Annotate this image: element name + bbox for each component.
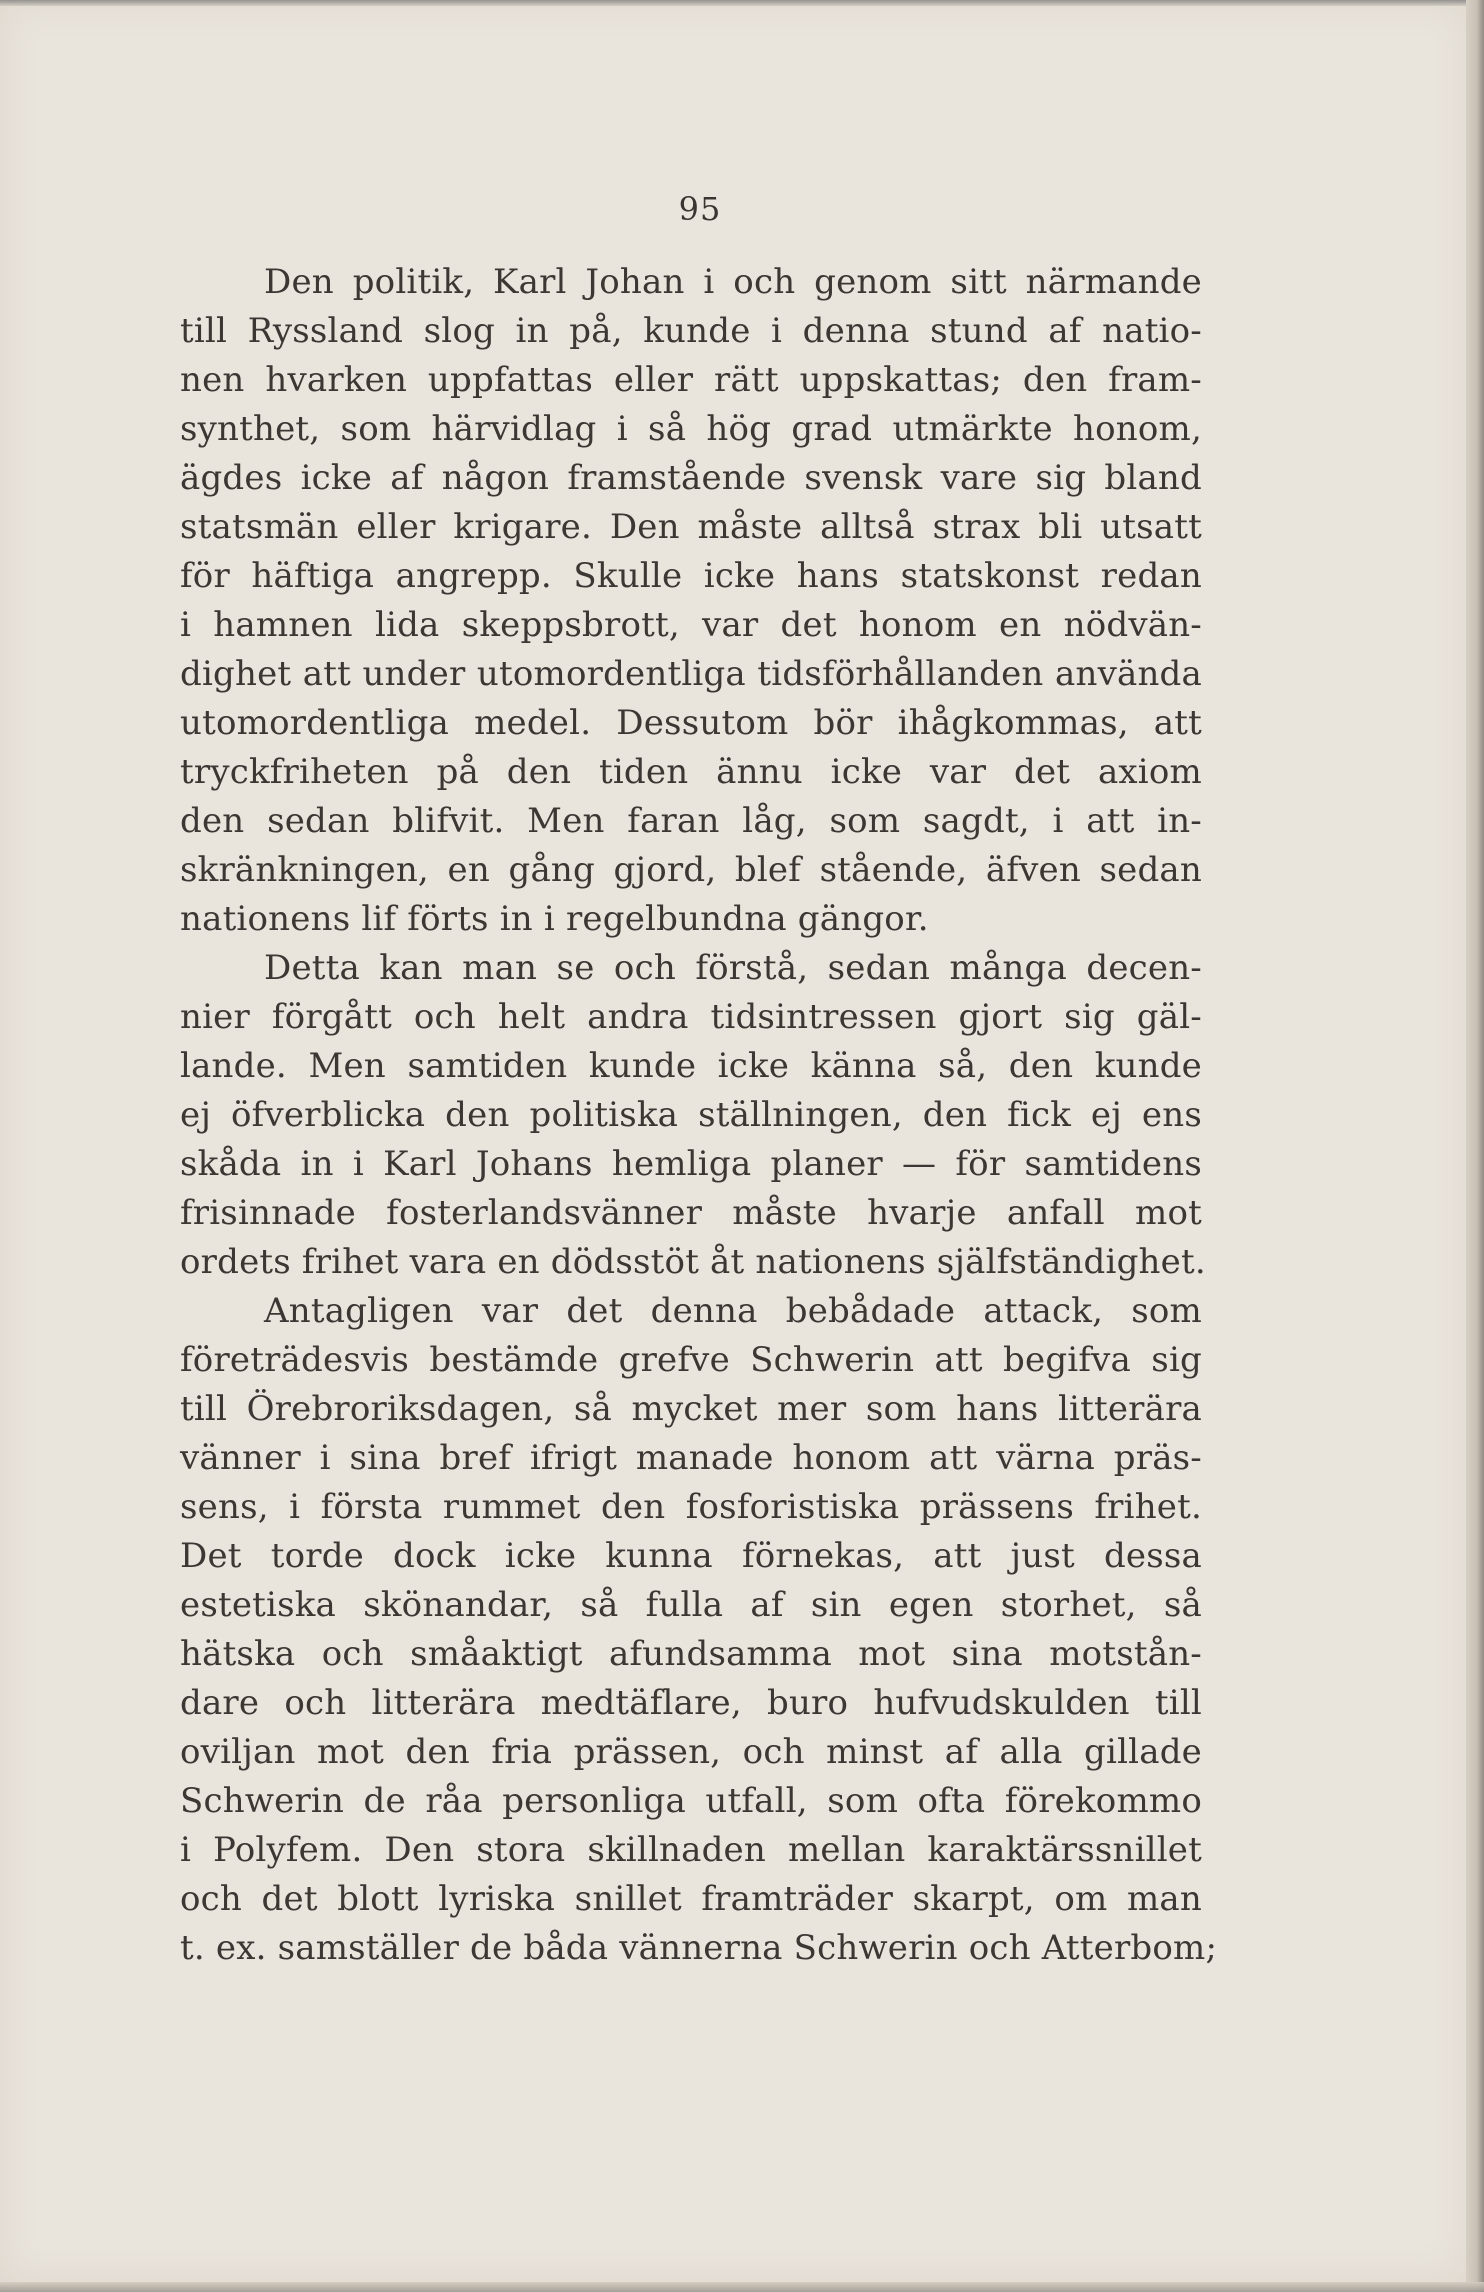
text-line: skåda in i Karl Johans hemliga planer — för samtidens bbox=[180, 1144, 1202, 1184]
text-line: estetiska skönandar, så fulla af sin egen storhet, så bbox=[180, 1585, 1202, 1625]
text-line: i hamnen lida skeppsbrott, var det honom en nödvän- bbox=[180, 605, 1202, 645]
page-number: 95 bbox=[678, 190, 722, 228]
text-line: oviljan mot den fria prässen, och minst af alla gillade bbox=[180, 1732, 1202, 1772]
text-line: Antagligen var det denna bebådade attack, som bbox=[264, 1291, 1202, 1331]
text-line: utomordentliga medel. Dessutom bör ihågkommas, att bbox=[180, 703, 1202, 743]
text-line: synthet, som härvidlag i så hög grad utmärkte honom, bbox=[180, 409, 1202, 449]
text-line: skränkningen, en gång gjord, blef stående, äfven sedan bbox=[180, 850, 1202, 890]
text-line: tryckfriheten på den tiden ännu icke var det axiom bbox=[180, 752, 1202, 792]
text-line: ej öfverblicka den politiska ställningen, den fick ej ens bbox=[180, 1095, 1202, 1135]
body-text bbox=[180, 258, 1218, 1973]
page-bottom-edge bbox=[0, 2282, 1484, 2292]
paragraph-1 bbox=[180, 258, 1202, 944]
text-line: lande. Men samtiden kunde icke känna så, den kunde bbox=[180, 1046, 1202, 1086]
text-line: nen hvarken uppfattas eller rätt uppskattas; den fram- bbox=[180, 360, 1202, 400]
text-line: nier förgått och helt andra tidsintressen gjort sig gäl- bbox=[180, 997, 1202, 1037]
text-line: Det torde dock icke kunna förnekas, att just dessa bbox=[180, 1536, 1202, 1576]
text-line: till Ryssland slog in på, kunde i denna stund af natio- bbox=[180, 311, 1202, 351]
text-line: nationens lif förts in i regelbundna gängor. bbox=[180, 899, 929, 939]
text-line: Den politik, Karl Johan i och genom sitt närmande bbox=[264, 262, 1202, 302]
page-top-edge bbox=[0, 0, 1484, 6]
text-line: företrädesvis bestämde grefve Schwerin att begifva sig bbox=[180, 1340, 1202, 1380]
paragraph-3 bbox=[180, 1287, 1218, 1973]
text-line: ägdes icke af någon framstående svensk vare sig bland bbox=[180, 458, 1202, 498]
text-line: i Polyfem. Den stora skillnaden mellan karaktärssnillet bbox=[180, 1830, 1202, 1870]
page-right-edge bbox=[1466, 0, 1484, 2292]
text-line: hätska och småaktigt afundsamma mot sina motstån- bbox=[180, 1634, 1202, 1674]
text-line: sens, i första rummet den fosforistiska prässens frihet. bbox=[180, 1487, 1202, 1527]
text-line: för häftiga angrepp. Skulle icke hans statskonst redan bbox=[180, 556, 1202, 596]
text-line: t. ex. samställer de båda vännerna Schwerin och Atterbom; bbox=[180, 1928, 1218, 1968]
text-line: och det blott lyriska snillet framträder skarpt, om man bbox=[180, 1879, 1202, 1919]
text-line: frisinnade fosterlandsvänner måste hvarje anfall mot bbox=[180, 1193, 1202, 1233]
text-line: till Örebroriksdagen, så mycket mer som hans litterära bbox=[180, 1389, 1202, 1429]
text-line: Detta kan man se och förstå, sedan många decen- bbox=[264, 948, 1202, 988]
text-line: statsmän eller krigare. Den måste alltså strax bli utsatt bbox=[180, 507, 1202, 547]
text-line: Schwerin de råa personliga utfall, som ofta förekommo bbox=[180, 1781, 1202, 1821]
text-line: ordets frihet vara en dödsstöt åt nationens själfständighet. bbox=[180, 1242, 1206, 1282]
text-line: dare och litterära medtäflare, buro hufvudskulden till bbox=[180, 1683, 1202, 1723]
text-line: vänner i sina bref ifrigt manade honom att värna präs- bbox=[180, 1438, 1202, 1478]
paragraph-2 bbox=[180, 944, 1206, 1287]
text-line: den sedan blifvit. Men faran låg, som sagdt, i att in- bbox=[180, 801, 1202, 841]
text-line: dighet att under utomordentliga tidsförhållanden använda bbox=[180, 654, 1202, 694]
